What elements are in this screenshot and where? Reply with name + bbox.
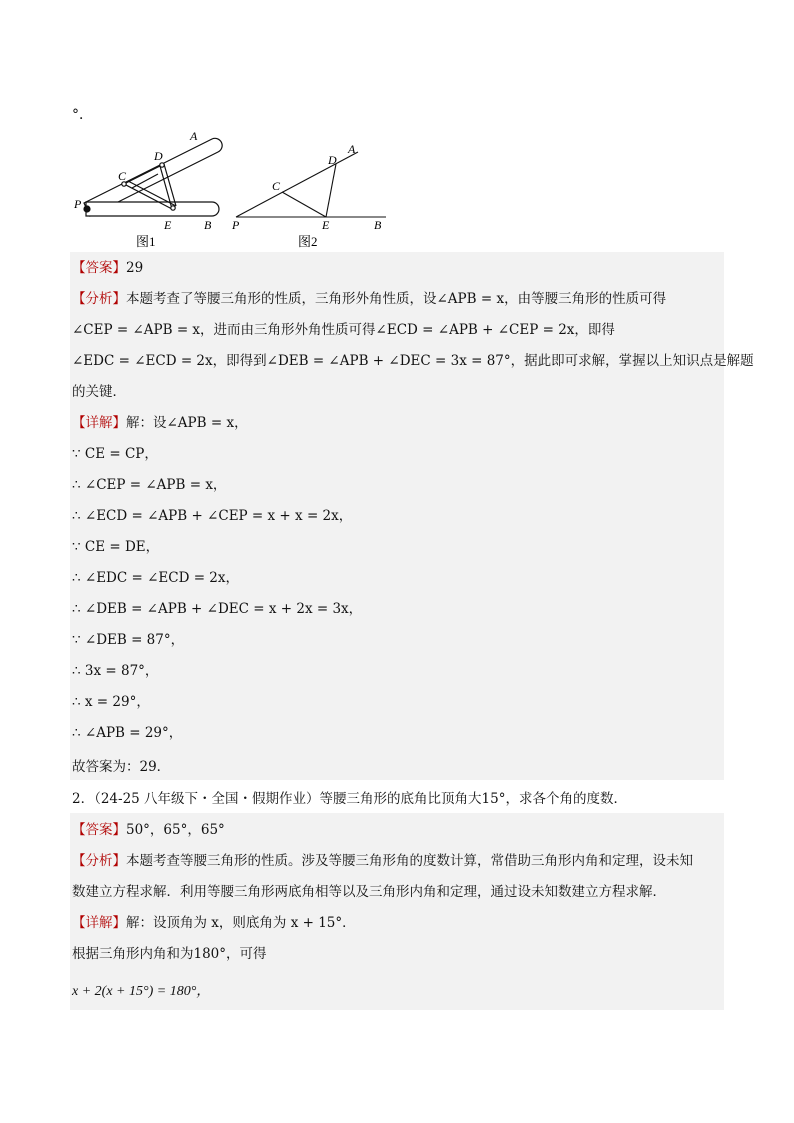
fig1-label-c: C xyxy=(118,169,127,183)
detail-1-step-11: ∴ ∠APB = 29°， xyxy=(72,725,183,741)
answer-1-tag: 【答案】 xyxy=(72,260,126,276)
detail-1-header: 【详解】解：设∠APB = x， xyxy=(72,415,248,431)
detail-1-tag: 【详解】 xyxy=(72,415,126,431)
fig2-label-c: C xyxy=(272,179,281,193)
fig1-label-d: D xyxy=(154,149,163,163)
fig1-label-e: E xyxy=(164,218,172,232)
intro-text: °． xyxy=(72,107,93,123)
detail-1-conclusion: 故答案为：29． xyxy=(72,759,171,775)
fig1-caption: 图1 xyxy=(136,234,156,249)
fig2-label-e: E xyxy=(322,218,330,232)
detail-2-line-2: 根据三角形内角和为180°，可得 xyxy=(72,946,267,962)
answer-2-value: 50°，65°，65° xyxy=(126,822,225,838)
fig1-label-p: P xyxy=(74,197,82,211)
detail-1-step-2: ∵ CE = CP， xyxy=(72,446,158,462)
analysis-2-line-2: 数建立方程求解．利用等腰三角形两底角相等以及三角形内角和定理，通过设未知数建立方程求解． xyxy=(72,884,666,900)
figure-2 xyxy=(236,152,386,217)
answer-1 xyxy=(72,258,143,278)
detail-1-step-9: ∴ 3x = 87°， xyxy=(72,663,159,679)
analysis-1-tag: 【分析】 xyxy=(72,291,126,307)
answer-1-value: 29 xyxy=(126,260,144,276)
fig1-label-a: A xyxy=(190,129,198,143)
answer-2 xyxy=(72,820,225,840)
detail-1-step-4: ∴ ∠ECD = ∠APB + ∠CEP = x + x = 2x， xyxy=(72,508,353,524)
analysis-1-line-3: ∠EDC = ∠ECD = 2x，即得到∠DEB = ∠APB + ∠DEC = 3x = 87°，据此即可求解，掌握以上知识点是解题 xyxy=(72,353,754,369)
detail-2-tag: 【详解】 xyxy=(72,915,126,931)
detail-1-step-5: ∵ CE = DE， xyxy=(72,539,160,555)
answer-2-tag: 【答案】 xyxy=(72,822,126,838)
solution-block-2 xyxy=(70,813,724,1010)
analysis-1-line-4: 的关键． xyxy=(72,384,126,400)
detail-2-line-1: 【详解】解：设顶角为 x，则底角为 x + 15°． xyxy=(72,915,356,931)
fig2-label-a: A xyxy=(348,142,356,156)
detail-1-step-3: ∴ ∠CEP = ∠APB = x， xyxy=(72,477,227,493)
analysis-2-tag: 【分析】 xyxy=(72,853,126,869)
analysis-2-line-1: 【分析】本题考查等腰三角形的性质。涉及等腰三角形角的度数计算，常借助三角形内角和定理，设未知 xyxy=(72,853,693,869)
fig2-label-b: B xyxy=(374,218,382,232)
fig2-label-d: D xyxy=(328,153,337,167)
analysis-1-line-1: 【分析】本题考查了等腰三角形的性质，三角形外角性质，设∠APB = x，由等腰三角形的性质可得 xyxy=(72,291,667,307)
fig1-label-b: B xyxy=(204,218,212,232)
analysis-1-line-2: ∠CEP = ∠APB = x，进而由三角形外角性质可得∠ECD = ∠APB + ∠CEP = 2x，即得 xyxy=(72,322,615,338)
detail-1-step-6: ∴ ∠EDC = ∠ECD = 2x， xyxy=(72,570,240,586)
detail-2-equation: x + 2(x + 15°) = 180°， xyxy=(72,984,211,999)
question-2: 2．（24-25 八年级下・全国・假期作业）等腰三角形的底角比顶角大15°，求各个角的度数． xyxy=(72,791,627,807)
detail-1-step-8: ∵ ∠DEB = 87°， xyxy=(72,632,185,648)
fig2-caption: 图2 xyxy=(298,234,318,249)
fig2-label-p: P xyxy=(232,218,240,232)
detail-1-step-7: ∴ ∠DEB = ∠APB + ∠DEC = x + 2x = 3x， xyxy=(72,601,363,617)
geometry-figures xyxy=(72,126,402,250)
detail-1-step-10: ∴ x = 29°， xyxy=(72,694,150,710)
